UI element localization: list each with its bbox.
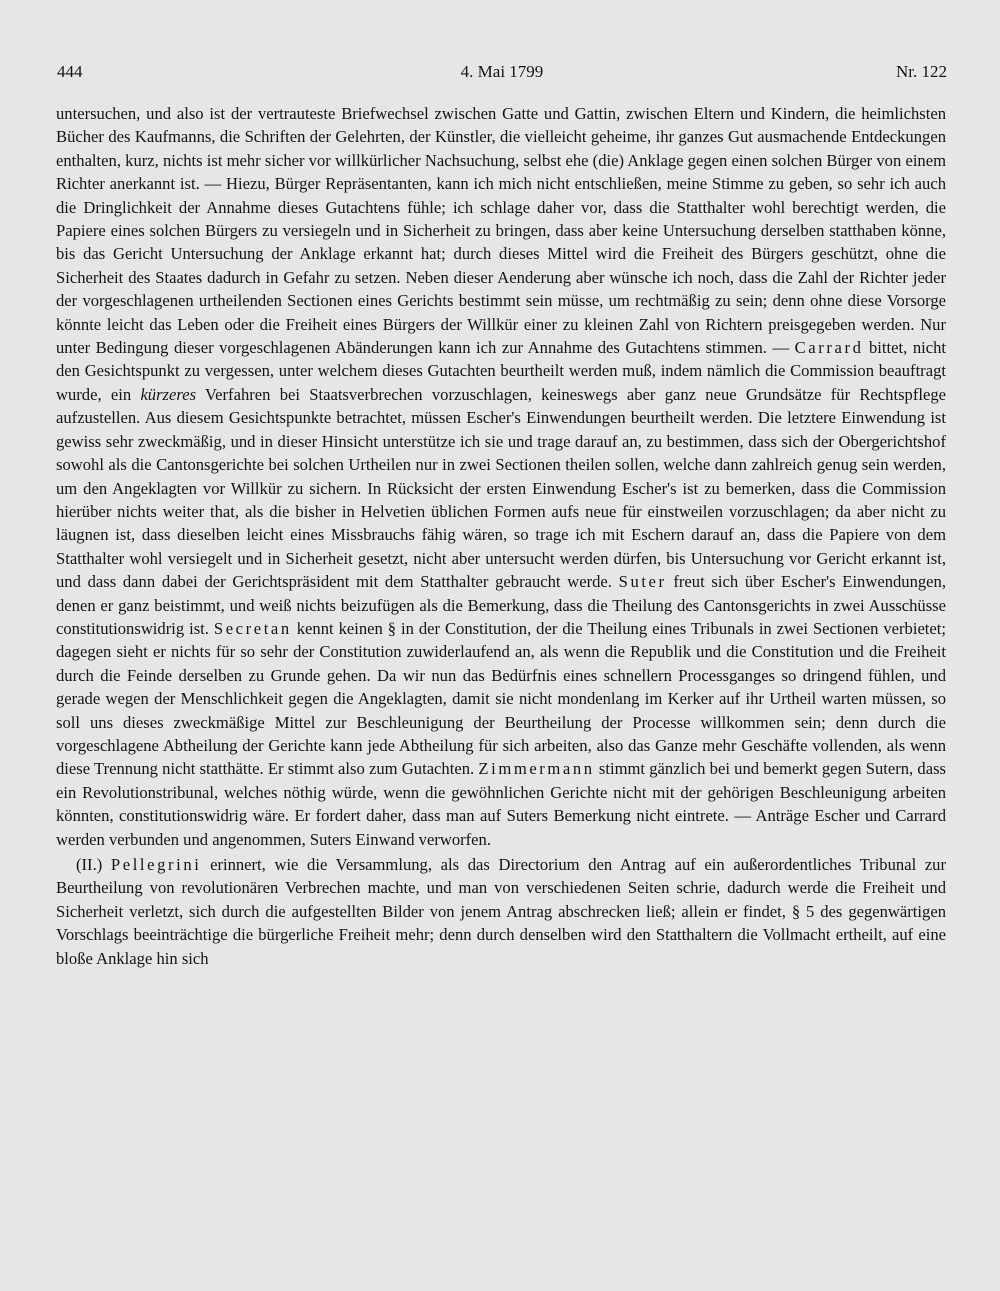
text-run: stimmt gänzlich bei und bemerkt gegen Sutern, dass ein Revolutionstribunal, welches nöthig würde, wenn die gewöhnlichen Gerichte nicht mit der gehörigen Beschleunigung arbeiten könnten, constitutionswidrig wäre. Er fordert daher, dass man auf Suters Bemerkung nicht eintrete. — Anträge Escher und Carrard werden verbunden und angenommen, Suters Einwand verworfen. [56,759,946,849]
speaker-name: Suter [618,572,667,592]
page-date: 4. Mai 1799 [460,62,544,81]
paragraph [56,853,946,970]
text-run: kennt keinen § in der Constitution, der die Theilung eines Tribunals in zwei Sectionen verbietet; dagegen sieht er nichts für so sehr der Constitution zuwiderlaufend an, als wenn die Republik und die Constitution und die Freiheit durch die Feinde derselben zu Grunde gehen. Da wir nun das Bedürfnis eines schnellern Processganges so dringend fühlen, und gerade wegen der Menschlichkeit gegen die Angeklagten, damit sie nicht mondenlang im Kerker auf ihr Urtheil warten müssen, so soll uns dieses zweckmäßige Mittel zur Beschleunigung der Beurtheilung der Processe willkommen sein; denn durch die vorgeschlagene Abtheilung der Gerichte kann jede Abtheilung für sich arbeiten, also das Ganze mehr Geschäfte vollenden, als wenn diese Trennung nicht statthätte. Er stimmt also zum Gutachten. [56,618,947,779]
paragraph [56,102,946,851]
text-run: bittet, nicht den Gesichtspunkt zu vergessen, unter welchem dieses Gutachten beurtheilt werden muß, indem nämlich die Commission beauftragt wurde, ein [56,338,946,404]
speaker-name: Carrard [794,338,864,358]
speaker-name: Zimmermann [478,759,595,779]
text-run: Verfahren bei Staatsverbrechen vorzuschlagen, keineswegs aber ganz neue Grundsätze für Rechtspflege aufzustellen. Aus diesem Gesichtspunkte betrachtet, müssen Escher's Einwendungen beurtheilt werden. Die letztere Einwendung ist gewiss sehr zweckmäßig, und in dieser Hinsicht unterstütze ich sie und trage darauf an, zu bestimmen, dass sich der Obergerichtshof sowohl als die Cantonsgerichte bei solchen Urtheilen nur in zwei Sectionen theilen sollen, welche dann zahlreich genug sein werden, um den Angeklagten vor Willkür zu sichern. In Rücksicht der ersten Einwendung Escher's ist zu bemerken, dass die Commission hierüber nichts weiter that, als die bisher in Helvetien üblichen Formen aufs neue für einstweilen vorzuschlagen; da aber nicht zu läugnen ist, dass dieselben leicht eines Missbrauchs fähig wären, so trage ich mit Eschern darauf an, dass die Papiere von dem Statthalter wohl versiegelt und in Sicherheit gesetzt, nicht aber untersucht werden dürfen, bis Untersuchung vor Gericht erkannt ist, und dass dann dabei der Gerichtspräsident mit dem Statthalter gebraucht werde. [56,384,946,592]
body-text [56,102,946,970]
text-run: untersuchen, und also ist der vertrauteste Briefwechsel zwischen Gatte und Gattin, zwischen Eltern und Kindern, die heimlichsten Bücher des Kaufmanns, die Schriften der Gelehrten, der Künstler, die vielleicht geheime, ihr ganzes Gut ausmachende Entdeckungen enthalten, kurz, nichts ist mehr sicher vor willkürlicher Nachsuchung, selbst ehe (die) Anklage gegen einen solchen Bürger von einem Richter anerkannt ist. — Hiezu, Bürger Repräsentanten, kann ich mich nicht entschließen, meine Stimme zu geben, so sehr ich auch die Dringlichkeit der Annahme dieses Gutachtens fühle; ich schlage daher vor, dass die Statthalter wohl berechtigt werden, die Papiere eines solchen Bürgers zu versiegeln und in Sicherheit zu bringen, dass aber keine Untersuchung derselben statthaben könne, bis das Gericht Untersuchung der Anklage erkannt hat; durch dieses Mittel wird die Freiheit des Bürgers geschützt, ohne die Sicherheit des Staates dadurch in Gefahr zu setzen. Neben dieser Aenderung aber wünsche ich noch, dass die Zahl der Richter jeder der vorgeschlagenen urtheilenden Sectionen eines Gerichts bestimmt sein müsse, um rechtmäßig zu sein; denn ohne diese Vorsorge könnte leicht das Leben oder die Freiheit eines Bürgers der Willkür einer zu kleinen Zahl von Richtern preisgegeben werden. Nur unter Bedingung dieser vorgeschlagenen Abänderungen kann ich zur Annahme des Gutachtens stimmen. — [56,104,946,358]
text-run: erinnert, wie die Versammlung, als das Directorium den Antrag auf ein außerordentliches Tribunal zur Beurtheilung von revolutionären Verbrechen machte, und man von verschiedenen Seiten schrie, dadurch werde die Freiheit und Sicherheit verletzt, sich durch die aufgestellten Bilder von jenem Antrag abschrecken ließ; allein er findet, § 5 des gegenwärtigen Vorschlags beeinträchtige die bürgerliche Freiheit mehr; denn durch denselben wird den Statthaltern die Vollmacht ertheilt, auf eine bloße Anklage hin sich [56,855,947,968]
text-run: (II.) [76,855,111,874]
document-number: Nr. 122 [896,62,947,81]
speaker-name: Secretan [213,618,292,638]
speaker-name: Pellegrini [110,855,202,874]
page-header [57,62,947,88]
text-run: freut sich über Escher's Einwendungen, denen er ganz beistimmt, und weiß nichts beizufügen als die Bemerkung, dass die Theilung des Cantonsgerichts in zwei Ausschüsse constitutionswidrig ist. [56,572,946,638]
emphasis-text: kürzeres [140,384,197,404]
page-number: 444 [57,62,83,81]
